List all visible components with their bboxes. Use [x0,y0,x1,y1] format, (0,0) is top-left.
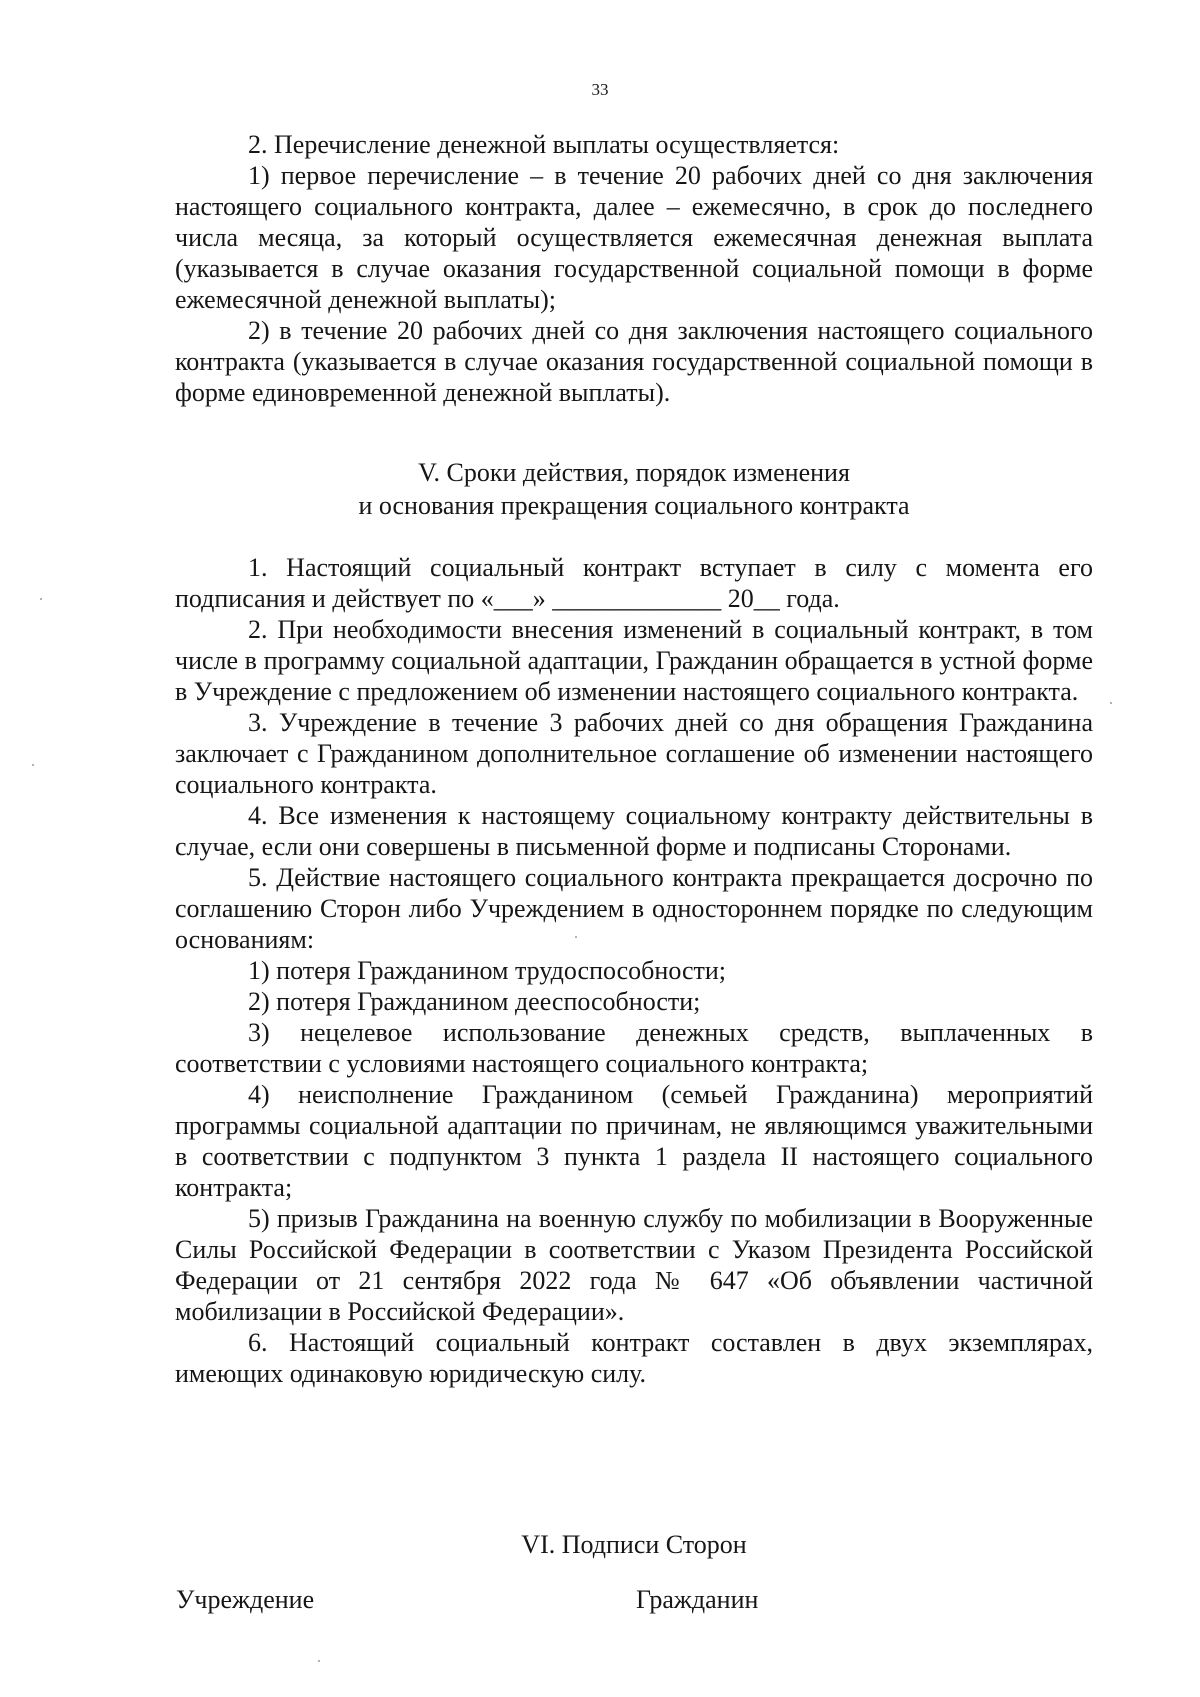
contract-terms-section [175,552,1093,1389]
paragraph: 2) в течение 20 рабочих дней со дня заключения настоящего социального контракта (указывается в случае оказания государственной социальной помощи в форме единовременной денежной выплаты). [175,316,1093,407]
list-item: 3) нецелевое использование денежных средств, выплаченных в соответствии с условиями настоящего социального контракта; [175,1018,1093,1078]
list-item: 4) неисполнение Гражданином (семьей Гражданина) мероприятий программы социальной адаптации по причинам, не являющимся уважительными в соответствии с подпунктом 3 пункта 1 раздела II настоящего социального контракта; [175,1080,1093,1202]
section-heading-vi: VI. Подписи Сторон [521,1530,747,1559]
section-heading-v [175,456,1093,522]
paragraph: 2. При необходимости внесения изменений в социальный контракт, в том числе в программу социальной адаптации, Гражданин обращается в устной форме в Учреждение с предложением об изменении настоящего социального контракта. [175,615,1093,706]
signature-label-citizen: Гражданин [636,1585,759,1614]
scan-speck [575,936,577,938]
list-item: 5) призыв Гражданина на военную службу по мобилизации в Вооруженные Силы Российской Федерации в соответствии с Указом Президента Российской Федерации от 21 сентября 2022 года № 647 «Об объявлении частичной мобилизации в Российской Федерации». [175,1204,1093,1326]
paragraph: 1. Настоящий социальный контракт вступает в силу с момента его подписания и действует по «___» _____________ 20__ года. [175,553,1093,613]
scan-speck [32,764,34,766]
scan-speck [40,598,42,600]
list-item: 2) потеря Гражданином дееспособности; [248,987,701,1016]
paragraph: 3. Учреждение в течение 3 рабочих дней со дня обращения Гражданина заключает с Гражданином дополнительное соглашение об изменении настоящего социального контракта. [175,708,1093,799]
scan-speck [318,1660,320,1662]
paragraph: 6. Настоящий социальный контракт составлен в двух экземплярах, имеющих одинаковую юридическую силу. [175,1328,1093,1388]
payment-transfer-section [175,129,1093,408]
paragraph: 2. Перечисление денежной выплаты осуществляется: [248,130,840,159]
paragraph: 4. Все изменения к настоящему социальному контракту действительны в случае, если они совершены в письменной форме и подписаны Сторонами. [175,801,1093,861]
section-heading-line: и основания прекращения социального контракта [358,491,910,520]
paragraph: 1) первое перечисление – в течение 20 рабочих дней со дня заключения настоящего социального контракта, далее – ежемесячно, в срок до последнего числа месяца, за который осуществляется ежемесячная денежная выплата (указывается в случае оказания государственной социальной помощи в форме ежемесячной денежной выплаты); [175,161,1093,314]
section-heading-line: V. Сроки действия, порядок изменения [418,458,850,487]
page-number: 33 [591,80,609,99]
signature-label-institution: Учреждение [176,1585,315,1614]
scan-speck [1110,702,1112,704]
paragraph: 5. Действие настоящего социального контракта прекращается досрочно по соглашению Сторон либо Учреждением в одностороннем порядке по следующим основаниям: [175,863,1093,954]
list-item: 1) потеря Гражданином трудоспособности; [248,956,727,985]
